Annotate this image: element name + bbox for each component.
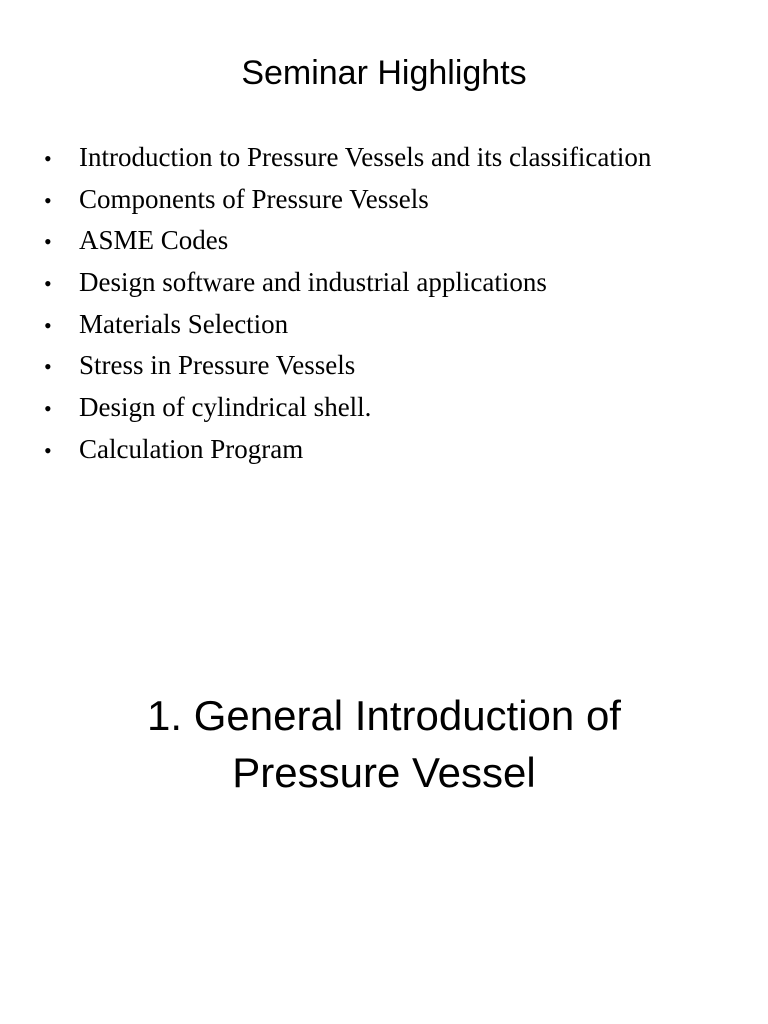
list-item-text: Introduction to Pressure Vessels and its classification xyxy=(79,142,652,172)
bullet-icon: • xyxy=(44,354,52,380)
bullet-icon: • xyxy=(44,187,52,213)
list-item-text: Stress in Pressure Vessels xyxy=(79,350,356,381)
list-item-text: Design software and industrial applications xyxy=(79,267,547,298)
section-title-line-1: 1. General Introduction of xyxy=(147,692,621,739)
list-item xyxy=(40,179,760,221)
bullet-icon: • xyxy=(44,271,52,297)
list-item xyxy=(40,387,760,429)
slide-title: Seminar Highlights xyxy=(241,54,527,92)
list-item-text: Design of cylindrical shell. xyxy=(79,392,372,423)
list-item xyxy=(40,220,760,262)
list-item xyxy=(40,137,760,179)
section-title xyxy=(0,687,768,801)
list-item xyxy=(40,345,760,387)
section-title-line-2: Pressure Vessel xyxy=(232,749,536,796)
list-item-text: ASME Codes xyxy=(79,225,229,256)
bullet-icon: • xyxy=(44,146,52,171)
highlights-list xyxy=(40,137,760,471)
slide-general-introduction xyxy=(0,512,768,1024)
list-item-text: Calculation Program xyxy=(79,433,304,464)
bullet-icon: • xyxy=(44,396,52,422)
list-item xyxy=(40,262,760,304)
list-item xyxy=(40,429,760,471)
bullet-icon: • xyxy=(44,312,52,338)
list-item xyxy=(40,304,760,346)
bullet-icon: • xyxy=(44,437,52,463)
bullet-icon: • xyxy=(44,229,52,255)
list-item-text: Components of Pressure Vessels xyxy=(79,183,429,214)
list-item-text: Materials Selection xyxy=(79,308,289,339)
